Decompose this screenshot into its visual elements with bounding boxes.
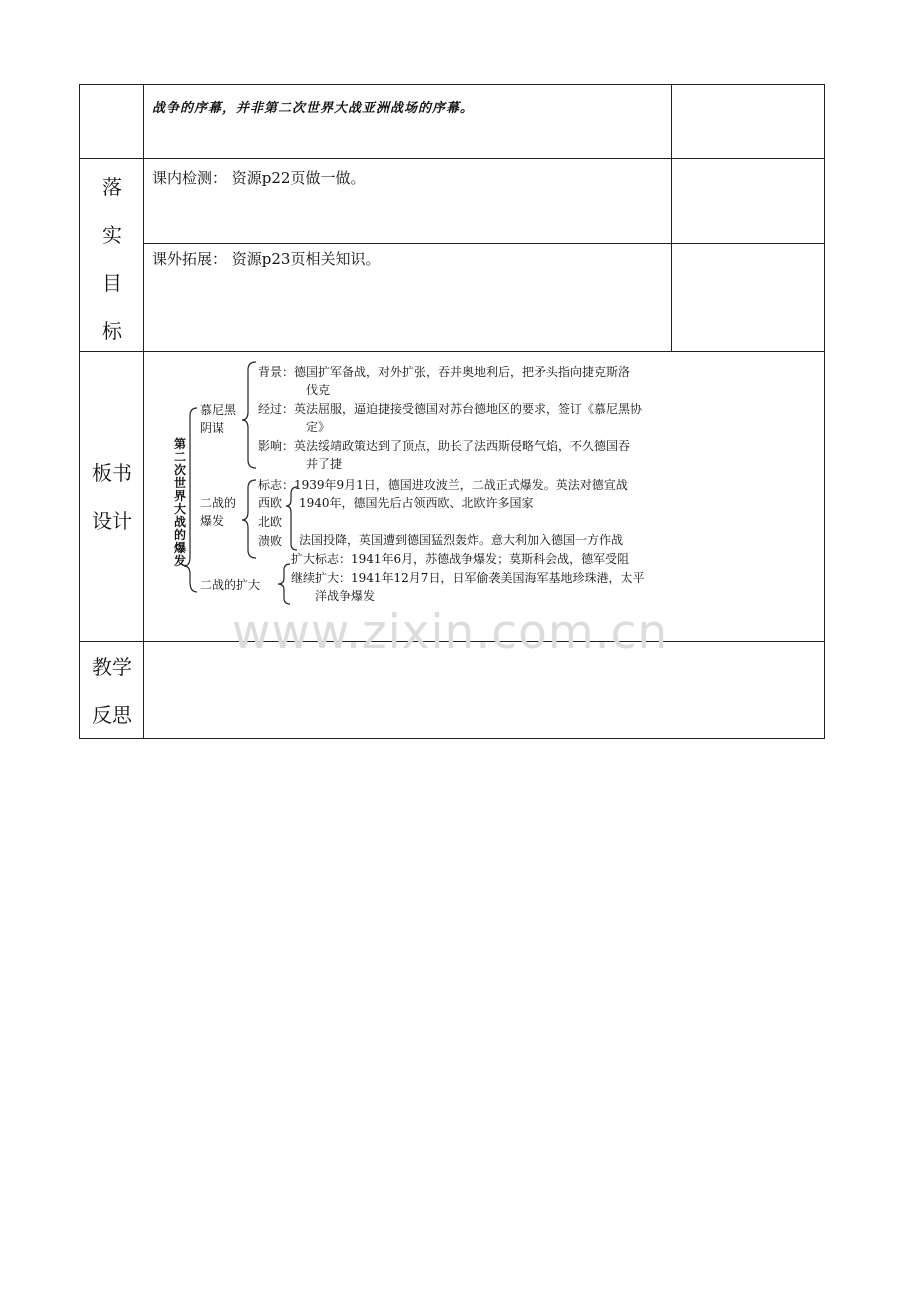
expansion-sign: 扩大标志：1941年6月，苏德战争爆发；莫斯科会战，德军受阻 bbox=[291, 552, 630, 566]
inner-check-text: 课内检测： 资源p22页做一做。 bbox=[152, 169, 366, 187]
expansion-continue-line: 继续扩大：1941年12月7日，日军偷袭美国海军基地珍珠港，太平 bbox=[291, 571, 645, 585]
row2-label-char: 实 bbox=[102, 223, 122, 247]
row-divider-1 bbox=[80, 158, 824, 159]
outbreak-bracket bbox=[242, 480, 256, 558]
row3-label-line: 设计 bbox=[92, 509, 132, 533]
row4-label-line: 教学 bbox=[92, 655, 132, 679]
outbreak-occupy: 1940年，德国先后占领西欧、北欧许多国家 bbox=[299, 496, 534, 510]
west-north-labels bbox=[258, 494, 282, 551]
row2-label-char: 目 bbox=[102, 271, 122, 295]
outbreak-label-line: 二战的 bbox=[200, 496, 237, 510]
west-bracket bbox=[286, 487, 297, 550]
munich-impact-line: 影响：英法绥靖政策达到了顶点，助长了法西斯侵略气焰，不久德国吞 bbox=[258, 439, 631, 453]
munich-background-line: 伐克 bbox=[306, 383, 331, 397]
row4-label-line: 反思 bbox=[92, 703, 132, 727]
outer-ext-text: 课外拓展： 资源p23页相关知识。 bbox=[152, 250, 381, 268]
expansion-label: 二战的扩大 bbox=[200, 578, 261, 592]
munich-impact bbox=[258, 437, 630, 473]
row2-label-char: 落 bbox=[102, 175, 122, 199]
munich-process-line: 经过：英法屈服，逼迫捷接受德国对苏台德地区的要求，签订《慕尼黑协 bbox=[258, 402, 643, 416]
munich-process bbox=[258, 400, 642, 436]
munich-bracket bbox=[242, 362, 256, 468]
munich-process-line: 定》 bbox=[306, 420, 331, 434]
col-divider-2 bbox=[671, 85, 672, 352]
expansion-continue-line: 洋战争爆发 bbox=[315, 589, 376, 603]
outbreak-mark: 标志：1939年9月1日，德国进攻波兰，二战正式爆发。英法对德宣战 bbox=[258, 478, 628, 492]
expansion-bracket bbox=[278, 564, 290, 604]
munich-label-line: 阴谋 bbox=[200, 421, 225, 435]
board-title: 第二次世界大战的爆发 bbox=[173, 437, 186, 568]
row4-label bbox=[80, 643, 144, 739]
row-divider-2a bbox=[143, 243, 824, 244]
row1-text: 战争的序幕，并非第二次世界大战亚洲战场的序幕。 bbox=[152, 101, 475, 116]
main-bracket bbox=[184, 408, 197, 592]
watermark: www.zixin.com.cn bbox=[232, 605, 669, 660]
west-north-line: 溃败 bbox=[258, 534, 283, 548]
munich-label bbox=[200, 401, 236, 437]
row3-label-line: 板书 bbox=[92, 461, 132, 485]
row2-label-char: 标 bbox=[102, 319, 122, 343]
outbreak-label-line: 爆发 bbox=[200, 514, 225, 528]
munich-label-line: 慕尼黑 bbox=[200, 403, 237, 417]
outbreak-label bbox=[200, 494, 236, 530]
row2-label bbox=[80, 163, 144, 355]
munich-background-line: 背景：德国扩军备战，对外扩张，吞并奥地利后，把矛头指向捷克斯洛 bbox=[258, 365, 631, 379]
west-north-line: 北欧 bbox=[258, 515, 283, 529]
expansion-continue bbox=[291, 569, 644, 605]
munich-impact-line: 并了捷 bbox=[306, 457, 343, 471]
outbreak-france: 法国投降，英国遭到德国猛烈轰炸。意大利加入德国一方作战 bbox=[299, 533, 624, 547]
munich-background bbox=[258, 363, 630, 399]
west-north-line: 西欧 bbox=[258, 496, 283, 510]
